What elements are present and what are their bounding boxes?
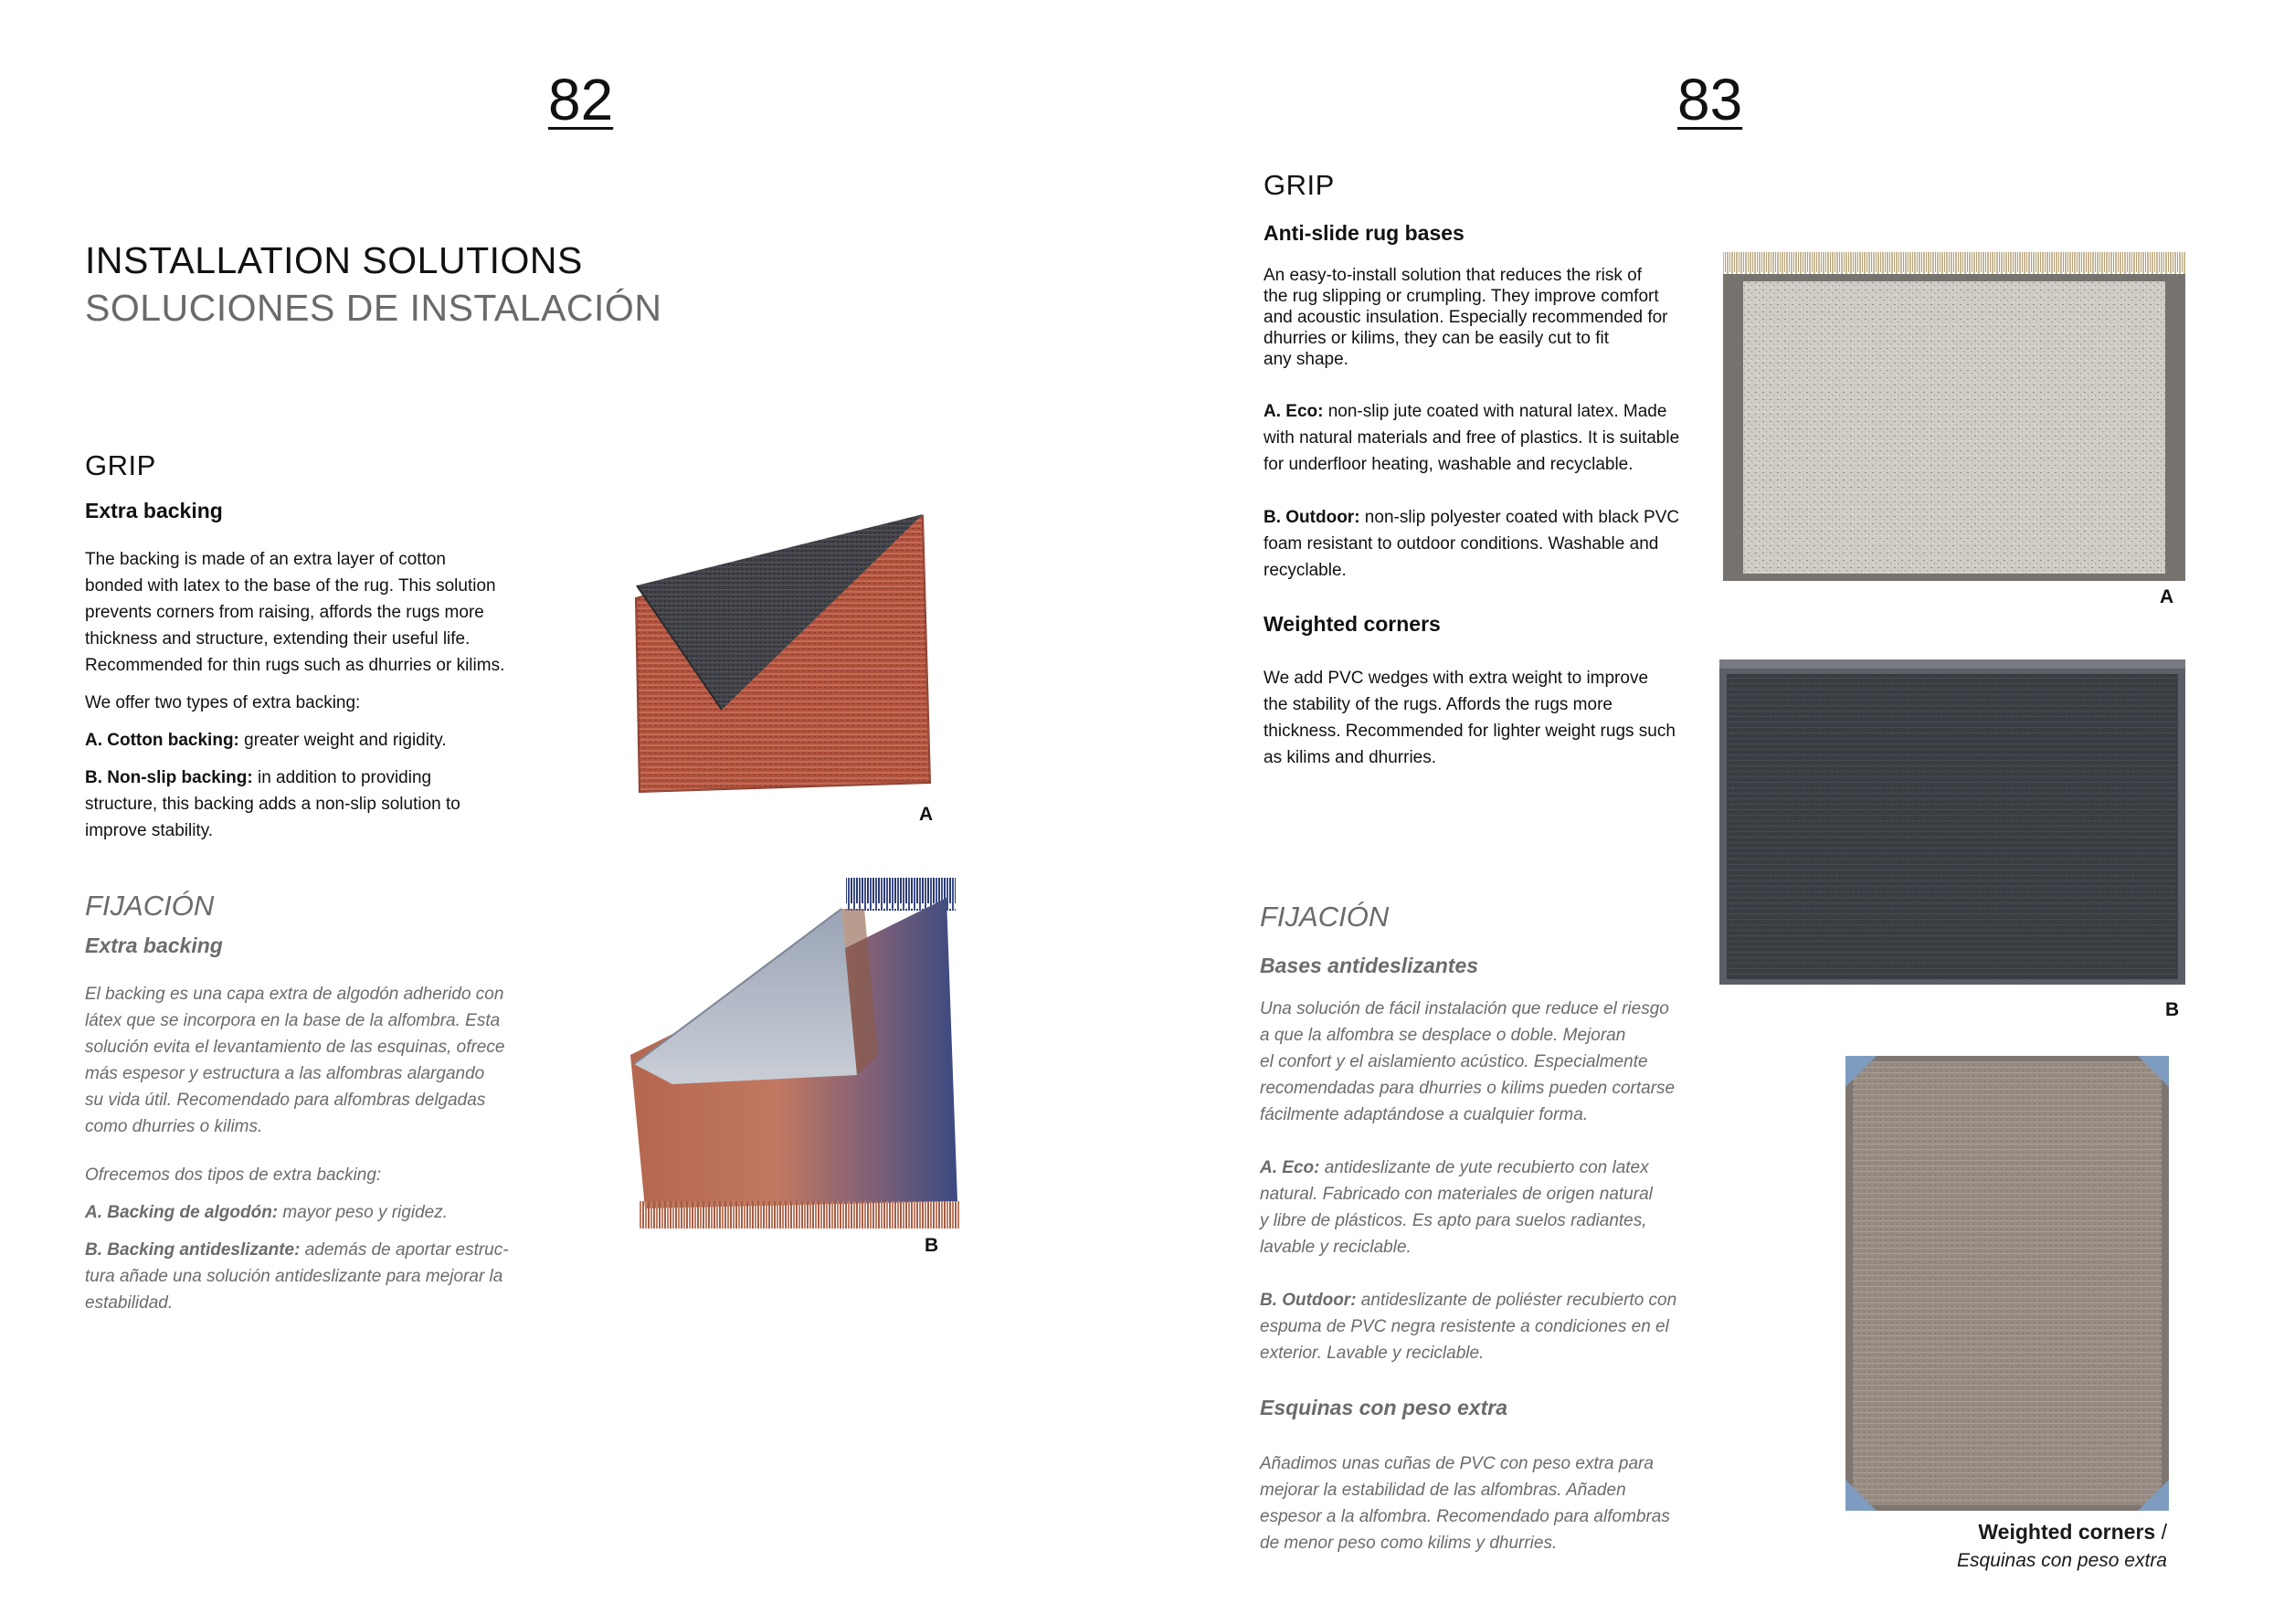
fijacion-heading-left: FIJACIÓN	[85, 890, 215, 922]
rug-image-eco-base	[1718, 245, 2193, 585]
weighted-corners-text: We add PVC wedges with extra weight to improve the stability of the rugs. Affords the rugs more thickness. Recommended for lighter weight rugs such as kilims and dhurries.	[1264, 669, 1676, 767]
anti-slide-heading: Anti-slide rug bases	[1264, 221, 1465, 245]
image-label-a-left: A	[919, 804, 934, 825]
page-number-right: 83	[1677, 67, 1743, 132]
extra-backing-heading: Extra backing	[85, 499, 223, 522]
extra-backing-es-text: El backing es una capa extra de algodón adherido con látex que se incorpora en la base de la alfombra. Esta solución evita el levantamiento de las esquinas, ofrece más espesor y estructura a las alfombras alargando su vida útil. Recomendado para alfombras delgadas como dhurries o kilims. Ofrecemos dos tipos de extra backing: A. Backing de algodón: mayor peso y rigidez. B. Backing antideslizante: además de aportar estruc- tura añade una solución antideslizante para mejorar la estabilidad.	[85, 985, 509, 1313]
grip-heading-right: GRIP	[1264, 169, 1335, 201]
weighted-corners-heading: Weighted corners	[1264, 612, 1441, 636]
image-label-b-right: B	[2165, 999, 2180, 1020]
esquinas-heading: Esquinas con peso extra	[1260, 1396, 1507, 1419]
esquinas-text: Añadimos unas cuñas de PVC con peso extra para mejorar la estabilidad de las alfombras. Añaden espesor a la alfombra. Recomendado para alfombras de menor peso como kilims y dhurries.	[1260, 1454, 1670, 1553]
anti-slide-options: A. Eco: non-slip jute coated with natural latex. Made with natural materials and free of plastics. It is suitable for underfloor heating, washable and recyclable. B. Outdoor: non-slip polyester coated with black PVC foam resistant to outdoor conditions. Washable and recyclable.	[1264, 402, 1680, 580]
bases-antideslizantes-text: Una solución de fácil instalación que reduce el riesgo a que la alfombra se desplace o doble. Mejoran el confort y el aislamiento acústico. Especialmente recomendadas para dhurries o kilims pueden cortarse fácilmente adaptándose a cualquier forma. A. Eco: antideslizante de yute recubierto con latex natural. Fabricado con materiales de origen natural y libre de plásticos. Es apto para suelos radiantes, lavable y reciclable. B. Outdoor: antideslizante de poliéster recubierto con espuma de PVC negra resistente a condiciones en el exterior. Lavable y reciclable.	[1260, 999, 1677, 1363]
extra-backing-es-heading: Extra backing	[85, 933, 223, 957]
rug-image-outdoor-base	[1716, 656, 2189, 988]
extra-backing-text: The backing is made of an extra layer of cotton bonded with latex to the base of the rug. This solution prevents corners from raising, affords the rugs more thickness and structure, extending their useful life. Recommended for thin rugs such as dhurries or kilims. We offer two types of extra backing: A. Cotton backing: greater weight and rigidity. B. Non-slip backing: in addition to providing structure, this backing adds a non-slip solution to improve stability.	[85, 550, 505, 840]
fijacion-heading-right: FIJACIÓN	[1260, 901, 1390, 933]
rug-image-non-slip-backing	[618, 872, 983, 1233]
grip-heading: GRIP	[85, 449, 156, 481]
page-title: INSTALLATION SOLUTIONS	[85, 239, 583, 281]
image-label-a-right: A	[2160, 586, 2174, 607]
rug-image-weighted-corners	[1840, 1050, 2174, 1516]
page-title-es: SOLUCIONES DE INSTALACIÓN	[85, 287, 662, 329]
image-label-b-left: B	[925, 1235, 939, 1256]
anti-slide-text: An easy-to-install solution that reduces the risk of the rug slipping or crumpling. They improve comfort and acoustic insulation. Especially recommended for dhurries or kilims, they can be easily cut to fit any shape.	[1264, 266, 1668, 369]
page-number-left: 82	[548, 67, 614, 132]
rug-image-cotton-backing	[621, 498, 978, 799]
weighted-corners-caption: Weighted corners / Esquinas con peso extra	[1957, 1520, 2167, 1571]
bases-antideslizantes-heading: Bases antideslizantes	[1260, 954, 1479, 977]
